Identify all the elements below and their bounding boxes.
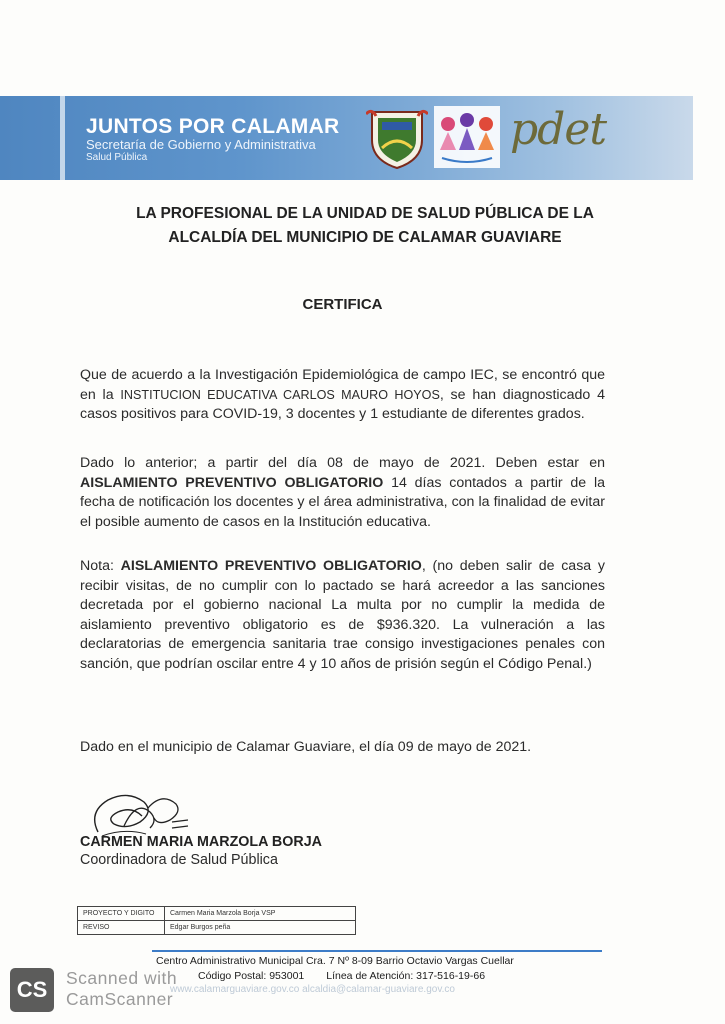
brand-subtitle: Secretaría de Gobierno y Administrativa [86,137,316,152]
p2-text-c: 14 días contados a partir de la fecha de notificación los docentes y el área administrativa, con la finalidad de evitar el posible aumento de casos en la Institución educativa. [80,474,605,530]
p2-text-a: Dado lo anterior; a partir del día 08 de mayo de 2021. Deben estar en [80,455,605,471]
paragraph-isolation [80,454,605,532]
p2-isolation-bold: AISLAMIENTO PREVENTIVO OBLIGATORIO [80,474,384,491]
review-table [77,906,356,935]
p1-institution: INSTITUCION EDUCATIVA CARLOS MAURO HOYOS [120,387,440,402]
p3-text-c: , (no deben salir de casa y recibir visitas, de no cumplir con lo pactado se hará acreedor a las sanciones decretada por el gobierno nacional La multa por no cumplir la medida de aislamiento preventivo obligatorio es de $936.320. La vulneración a las declaratorias de emergencia sanitaria trae consigo investigaciones penales con sanción, que podrían oscilar entre 4 y 10 años de prisión según el Código Penal.) [80,558,605,672]
signer-role: Coordinadora de Salud Pública [80,852,278,868]
signer-name: CARMEN MARIA MARZOLA BORJA [80,834,322,850]
brand-block [86,116,340,163]
municipal-shield-icon [366,104,428,170]
watermark-line-2: CamScanner [66,989,174,1009]
footer-postal: Código Postal: 953001 [198,970,305,982]
p1-text-a: Que de acuerdo a la Investigación Epidemiológica de campo IEC, se encontró que en la [80,367,605,403]
paragraph-issued: Dado en el municipio de Calamar Guaviare, el día 09 de mayo de 2021. [80,739,532,755]
document-title [80,202,650,250]
footer-contact [198,970,485,982]
title-line-2: ALCALDÍA DEL MUNICIPIO DE CALAMAR GUAVIARE [168,229,562,246]
p3-text-a: Nota: [80,558,121,574]
review-value: Edgar Burgos peña [165,921,356,935]
paragraph-note [80,557,605,675]
pdet-logo: pdet [510,104,607,155]
brand-unit: Salud Pública [86,152,148,163]
footer-divider [152,950,602,952]
footer-web-email: www.calamarguaviare.gov.co alcaldia@calamar-guaviare.gov.co [170,984,455,995]
table-row [78,921,356,935]
header-banner [0,96,693,180]
brand-title: JUNTOS POR CALAMAR [86,115,340,138]
banner-stripe [60,96,65,180]
watermark-line-1: Scanned with [66,968,178,988]
review-value: Carmen Maria Marzola Borja VSP [165,907,356,921]
title-line-1: LA PROFESIONAL DE LA UNIDAD DE SALUD PÚBLICA DE LA [136,205,594,222]
footer-phone: Línea de Atención: 317-516-19-66 [326,970,486,982]
review-label: PROYECTO Y DIGITO [78,907,165,921]
p3-isolation-bold: AISLAMIENTO PREVENTIVO OBLIGATORIO [120,558,422,574]
review-label: REVISO [78,921,165,935]
table-row [78,907,356,921]
children-logo-icon [434,106,500,168]
paragraph-investigation [80,366,605,425]
certifica-heading: CERTIFICA [302,296,383,313]
footer-address: Centro Administrativo Municipal Cra. 7 Nº 8-09 Barrio Octavio Vargas Cuellar [156,955,514,967]
logos-group [362,102,662,174]
camscanner-logo-icon: CS [10,968,54,1012]
camscanner-watermark [66,968,177,1010]
p1-text-c: , se han diagnosticado 4 casos positivos para COVID-19, 3 docentes y 1 estudiante de diferentes grados. [80,386,605,423]
